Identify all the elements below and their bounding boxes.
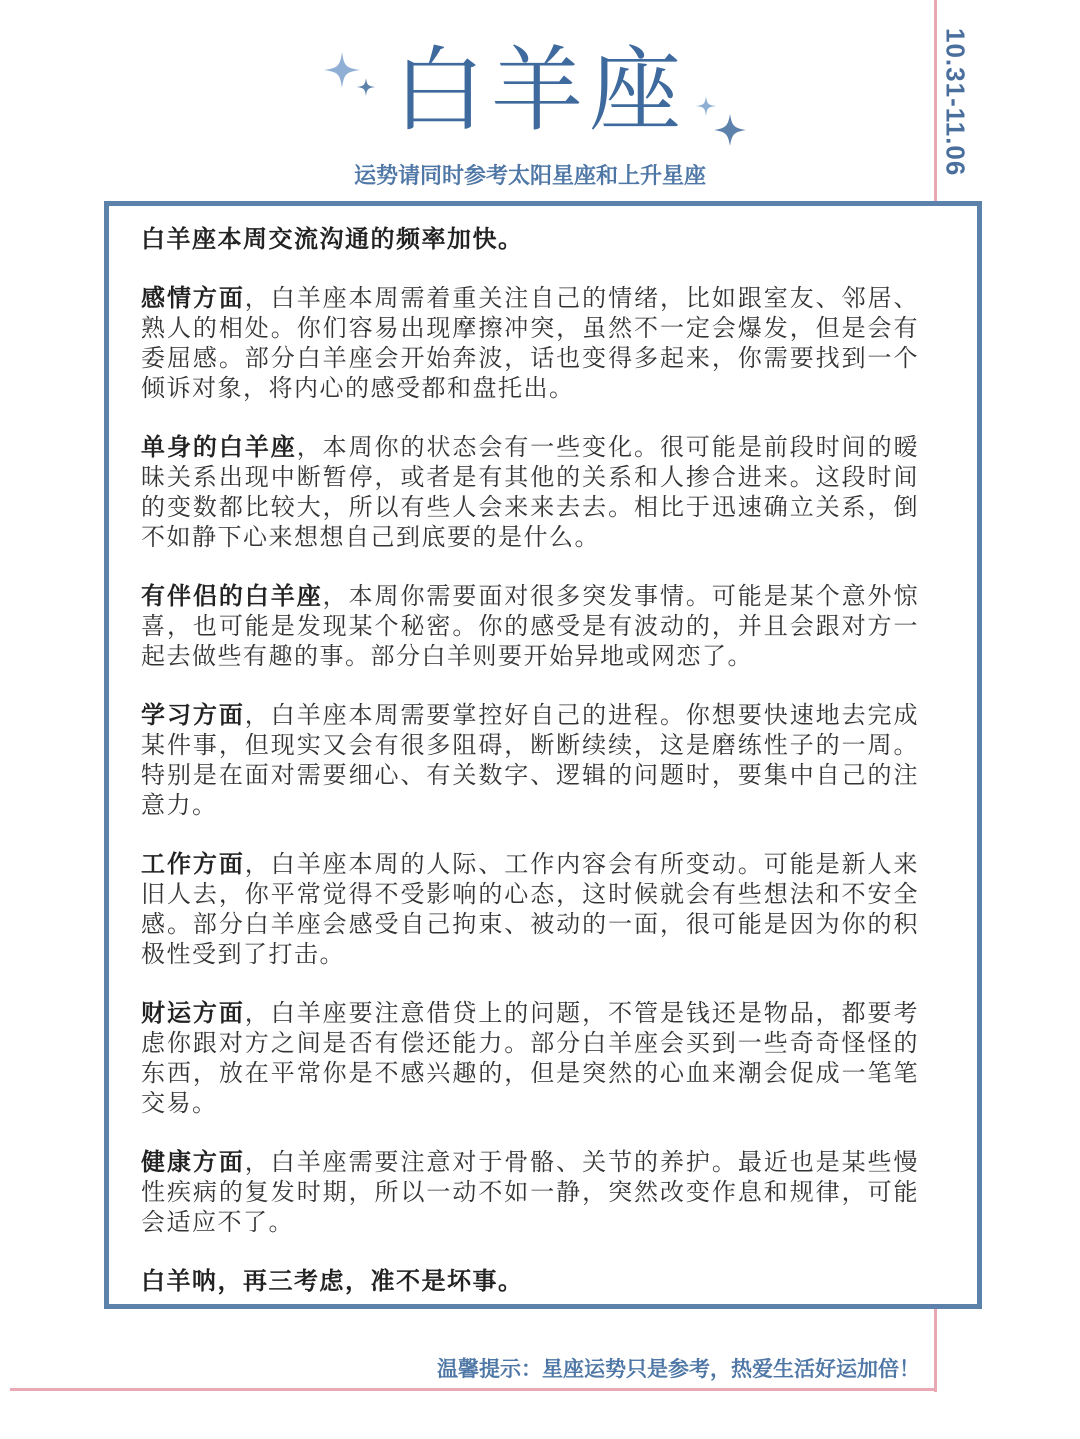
closing-paragraph [141,1266,919,1296]
section-study [141,700,919,820]
section-text: ，白羊座本周需要掌控好自己的进程。你想要快速地去完成某件事，但现实又会有很多阻碍，断断续续，这是磨练性子的一周。特别是在面对需要细心、有关数字、逻辑的问题时，要集中自己的注意力。 [141,701,920,819]
section-heading: 健康方面 [141,1148,245,1176]
section-text: ，白羊座需要注意对于骨骼、关节的养护。最近也是某些慢性疾病的复发时期，所以一动不如一静，突然改变作息和规律，可能会适应不了。 [141,1148,920,1236]
footer-tip: 温馨提示：星座运势只是参考，热爱生活好运加倍！ [437,1357,920,1381]
section-heading: 工作方面 [141,850,245,878]
section-heading: 有伴侣的白羊座 [141,582,323,610]
section-health [141,1147,919,1237]
section-text: ，本周你需要面对很多突发事情。可能是某个意外惊喜，也可能是发现某个秘密。你的感受是有波动的，并且会跟对方一起去做些有趣的事。部分白羊则要开始异地或网恋了。 [141,582,920,670]
section-wealth [141,998,919,1118]
section-heading: 感情方面 [141,284,245,312]
section-love [141,283,919,403]
date-range: 10.31-11.06 [940,28,971,177]
section-work [141,849,919,969]
section-heading: 单身的白羊座 [141,433,297,461]
intro-paragraph [141,224,919,254]
section-text: ，白羊座本周的人际、工作内容会有所变动。可能是新人来旧人去，你平常觉得不受影响的心态，这时候就会有些想法和不安全感。部分白羊座会感受自己拘束、被动的一面，很可能是因为你的积极性受到了打击。 [141,850,920,968]
section-text: ，白羊座要注意借贷上的问题，不管是钱还是物品，都要考虑你跟对方之间是否有偿还能力。部分白羊座会买到一些奇奇怪怪的东西，放在平常你是不感兴趣的，但是突然的心血来潮会促成一笔笔交易。 [141,999,920,1117]
subtitle: 运势请同时参考太阳星座和上升星座 [353,164,706,189]
section-partnered [141,581,919,671]
section-single [141,432,919,552]
intro-text: 白羊座本周交流沟通的频率加快。 [141,225,524,253]
section-text: ，本周你的状态会有一些变化。很可能是前段时间的暧昧关系出现中断暂停，或者是有其他的关系和人掺合进来。这段时间的变数都比较大，所以有些人会来来去去。相比于迅速确立关系，倒不如静下心来想想自己到底要的是什么。 [141,433,920,551]
section-heading: 学习方面 [141,701,245,729]
horoscope-content [141,224,919,1296]
horoscope-card [104,201,982,1309]
pink-horizontal-line [10,1388,937,1391]
section-heading: 财运方面 [141,999,245,1027]
section-text: ，白羊座本周需着重关注自己的情绪，比如跟室友、邻居、熟人的相处。你们容易出现摩擦冲突，虽然不一定会爆发，但是会有委屈感。部分白羊座会开始奔波，话也变得多起来，你需要找到一个倾诉对象，将内心的感受都和盘托出。 [141,284,920,402]
closing-text: 白羊呐，再三考虑，准不是坏事。 [141,1267,524,1295]
page-title: 白羊座 [392,37,687,144]
